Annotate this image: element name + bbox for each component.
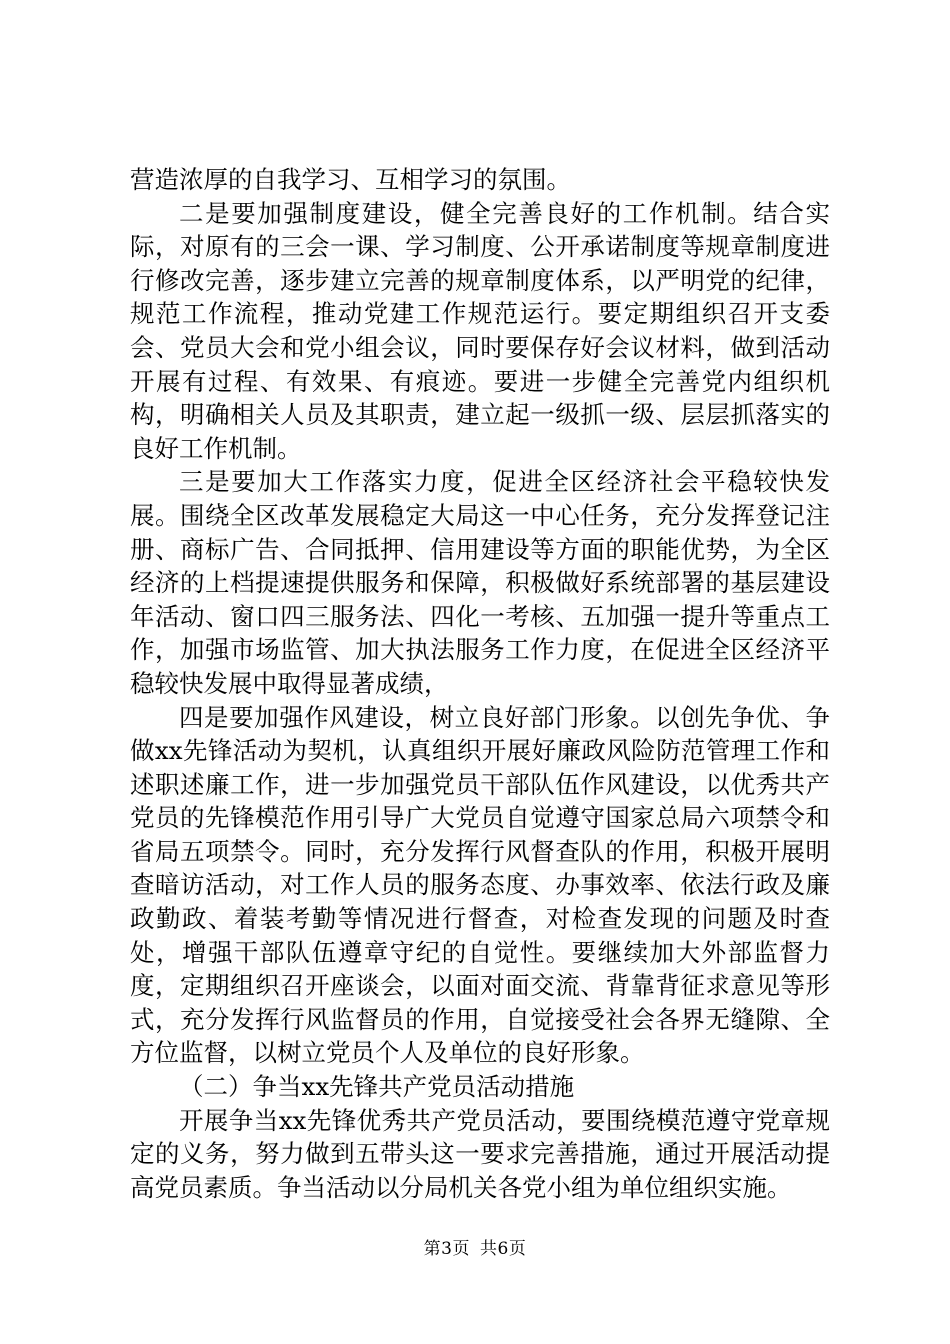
page-footer xyxy=(0,1238,950,1260)
page-number: 第3页 xyxy=(423,1239,470,1259)
paragraph-activity-measures: 开展争当xx先锋优秀共产党员活动，要围绕模范遵守党章规定的义务，努力做到五带头这一要求完善措施，通过开展活动提高党员素质。争当活动以分局机关各党小组为单位组织实施。 xyxy=(130,1105,830,1202)
paragraph-style-building: 四是要加强作风建设，树立良好部门形象。以创先争优、争做xx先锋活动为契机，认真组织开展好廉政风险防范管理工作和述职述廉工作，进一步加强党员干部队伍作风建设，以优秀共产党员的先锋模范作用引导广大党员自觉遵守国家总局六项禁令和省局五项禁令。同时，充分发挥行风督查队的作用，积极开展明查暗访活动，对工作人员的服务态度、办事效率、依法行政及廉政勤政、着装考勤等情况进行督查，对检查发现的问题及时查处，增强干部队伍遵章守纪的自觉性。要继续加大外部监督力度，定期组织召开座谈会，以面对面交流、背靠背征求意见等形式，充分发挥行风监督员的作用，自觉接受社会各界无缝隙、全方位监督，以树立党员个人及单位的良好形象。 xyxy=(130,702,830,1068)
section-heading: （二）争当xx先锋共产党员活动措施 xyxy=(179,1072,575,1102)
page-total: 共6页 xyxy=(480,1239,527,1259)
paragraph-continuation: 营造浓厚的自我学习、互相学习的氛围。 xyxy=(130,165,571,194)
paragraph-institution-building: 二是要加强制度建设，健全完善良好的工作机制。结合实际，对原有的三会一课、学习制度、公开承诺制度等规章制度进行修改完善，逐步建立完善的规章制度体系，以严明党的纪律，规范工作流程，推动党建工作规范运行。要定期组织召开支委会、党员大会和党小组会议，同时要保存好会议材料，做到活动开展有过程、有效果、有痕迹。要进一步健全完善党内组织机构，明确相关人员及其职责，建立起一级抓一级、层层抓落实的良好工作机制。 xyxy=(130,198,830,463)
document-body xyxy=(130,163,830,1204)
paragraph-work-implementation: 三是要加大工作落实力度，促进全区经济社会平稳较快发展。围绕全区改革发展稳定大局这一中心任务，充分发挥登记注册、商标广告、合同抵押、信用建设等方面的职能优势，为全区经济的上档提速提供服务和保障，积极做好系统部署的基层建设年活动、窗口四三服务法、四化一考核、五加强一提升等重点工作，加强市场监管、加大执法服务工作力度，在促进全区经济平稳较快发展中取得显著成绩， xyxy=(130,467,830,698)
